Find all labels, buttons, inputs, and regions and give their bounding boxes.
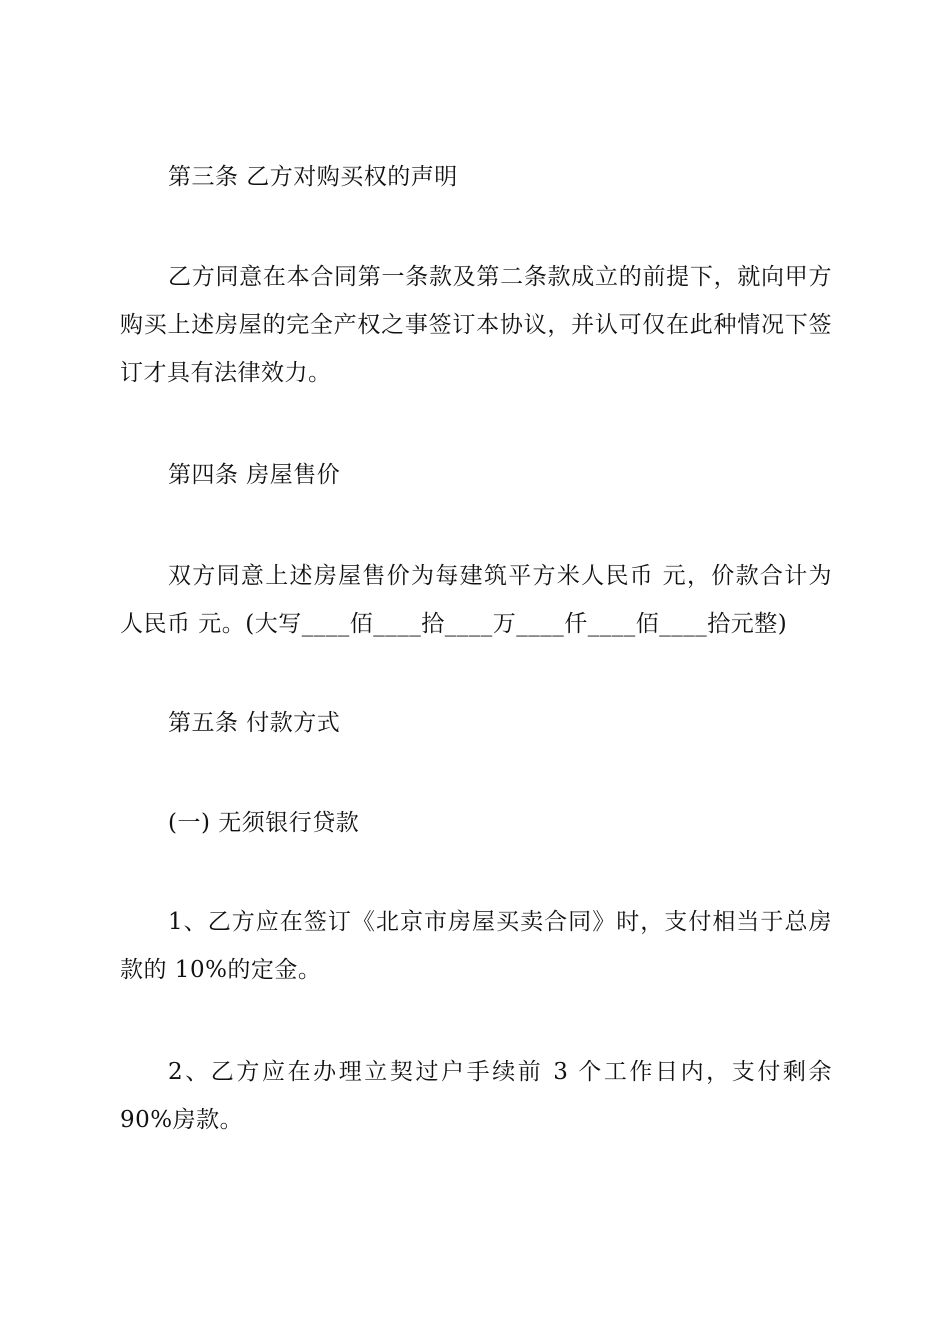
article-4-heading: 第四条 房屋售价 <box>168 462 341 488</box>
article-5-item-2: 2、乙方应在办理立契过户手续前 3 个工作日内，支付剩余 90%房款。 <box>120 1059 832 1133</box>
article-5-heading: 第五条 付款方式 <box>168 710 341 736</box>
article-4-body: 双方同意上述房屋售价为每建筑平方米人民币 元，价款合计为人民币 元。(大写____佰____拾____万____仟____佰____拾元整) <box>120 563 832 637</box>
article-5-item-1: 1、乙方应在签订《北京市房屋买卖合同》时，支付相当于总房款的 10%的定金。 <box>120 909 832 983</box>
article-5-subheading-1: (一) 无须银行贷款 <box>168 810 360 836</box>
article-3-heading: 第三条 乙方对购买权的声明 <box>168 164 458 190</box>
article-3-body: 乙方同意在本合同第一条款及第二条款成立的前提下，就向甲方购买上述房屋的完全产权之事签订本协议，并认可仅在此种情况下签订才具有法律效力。 <box>120 264 832 386</box>
